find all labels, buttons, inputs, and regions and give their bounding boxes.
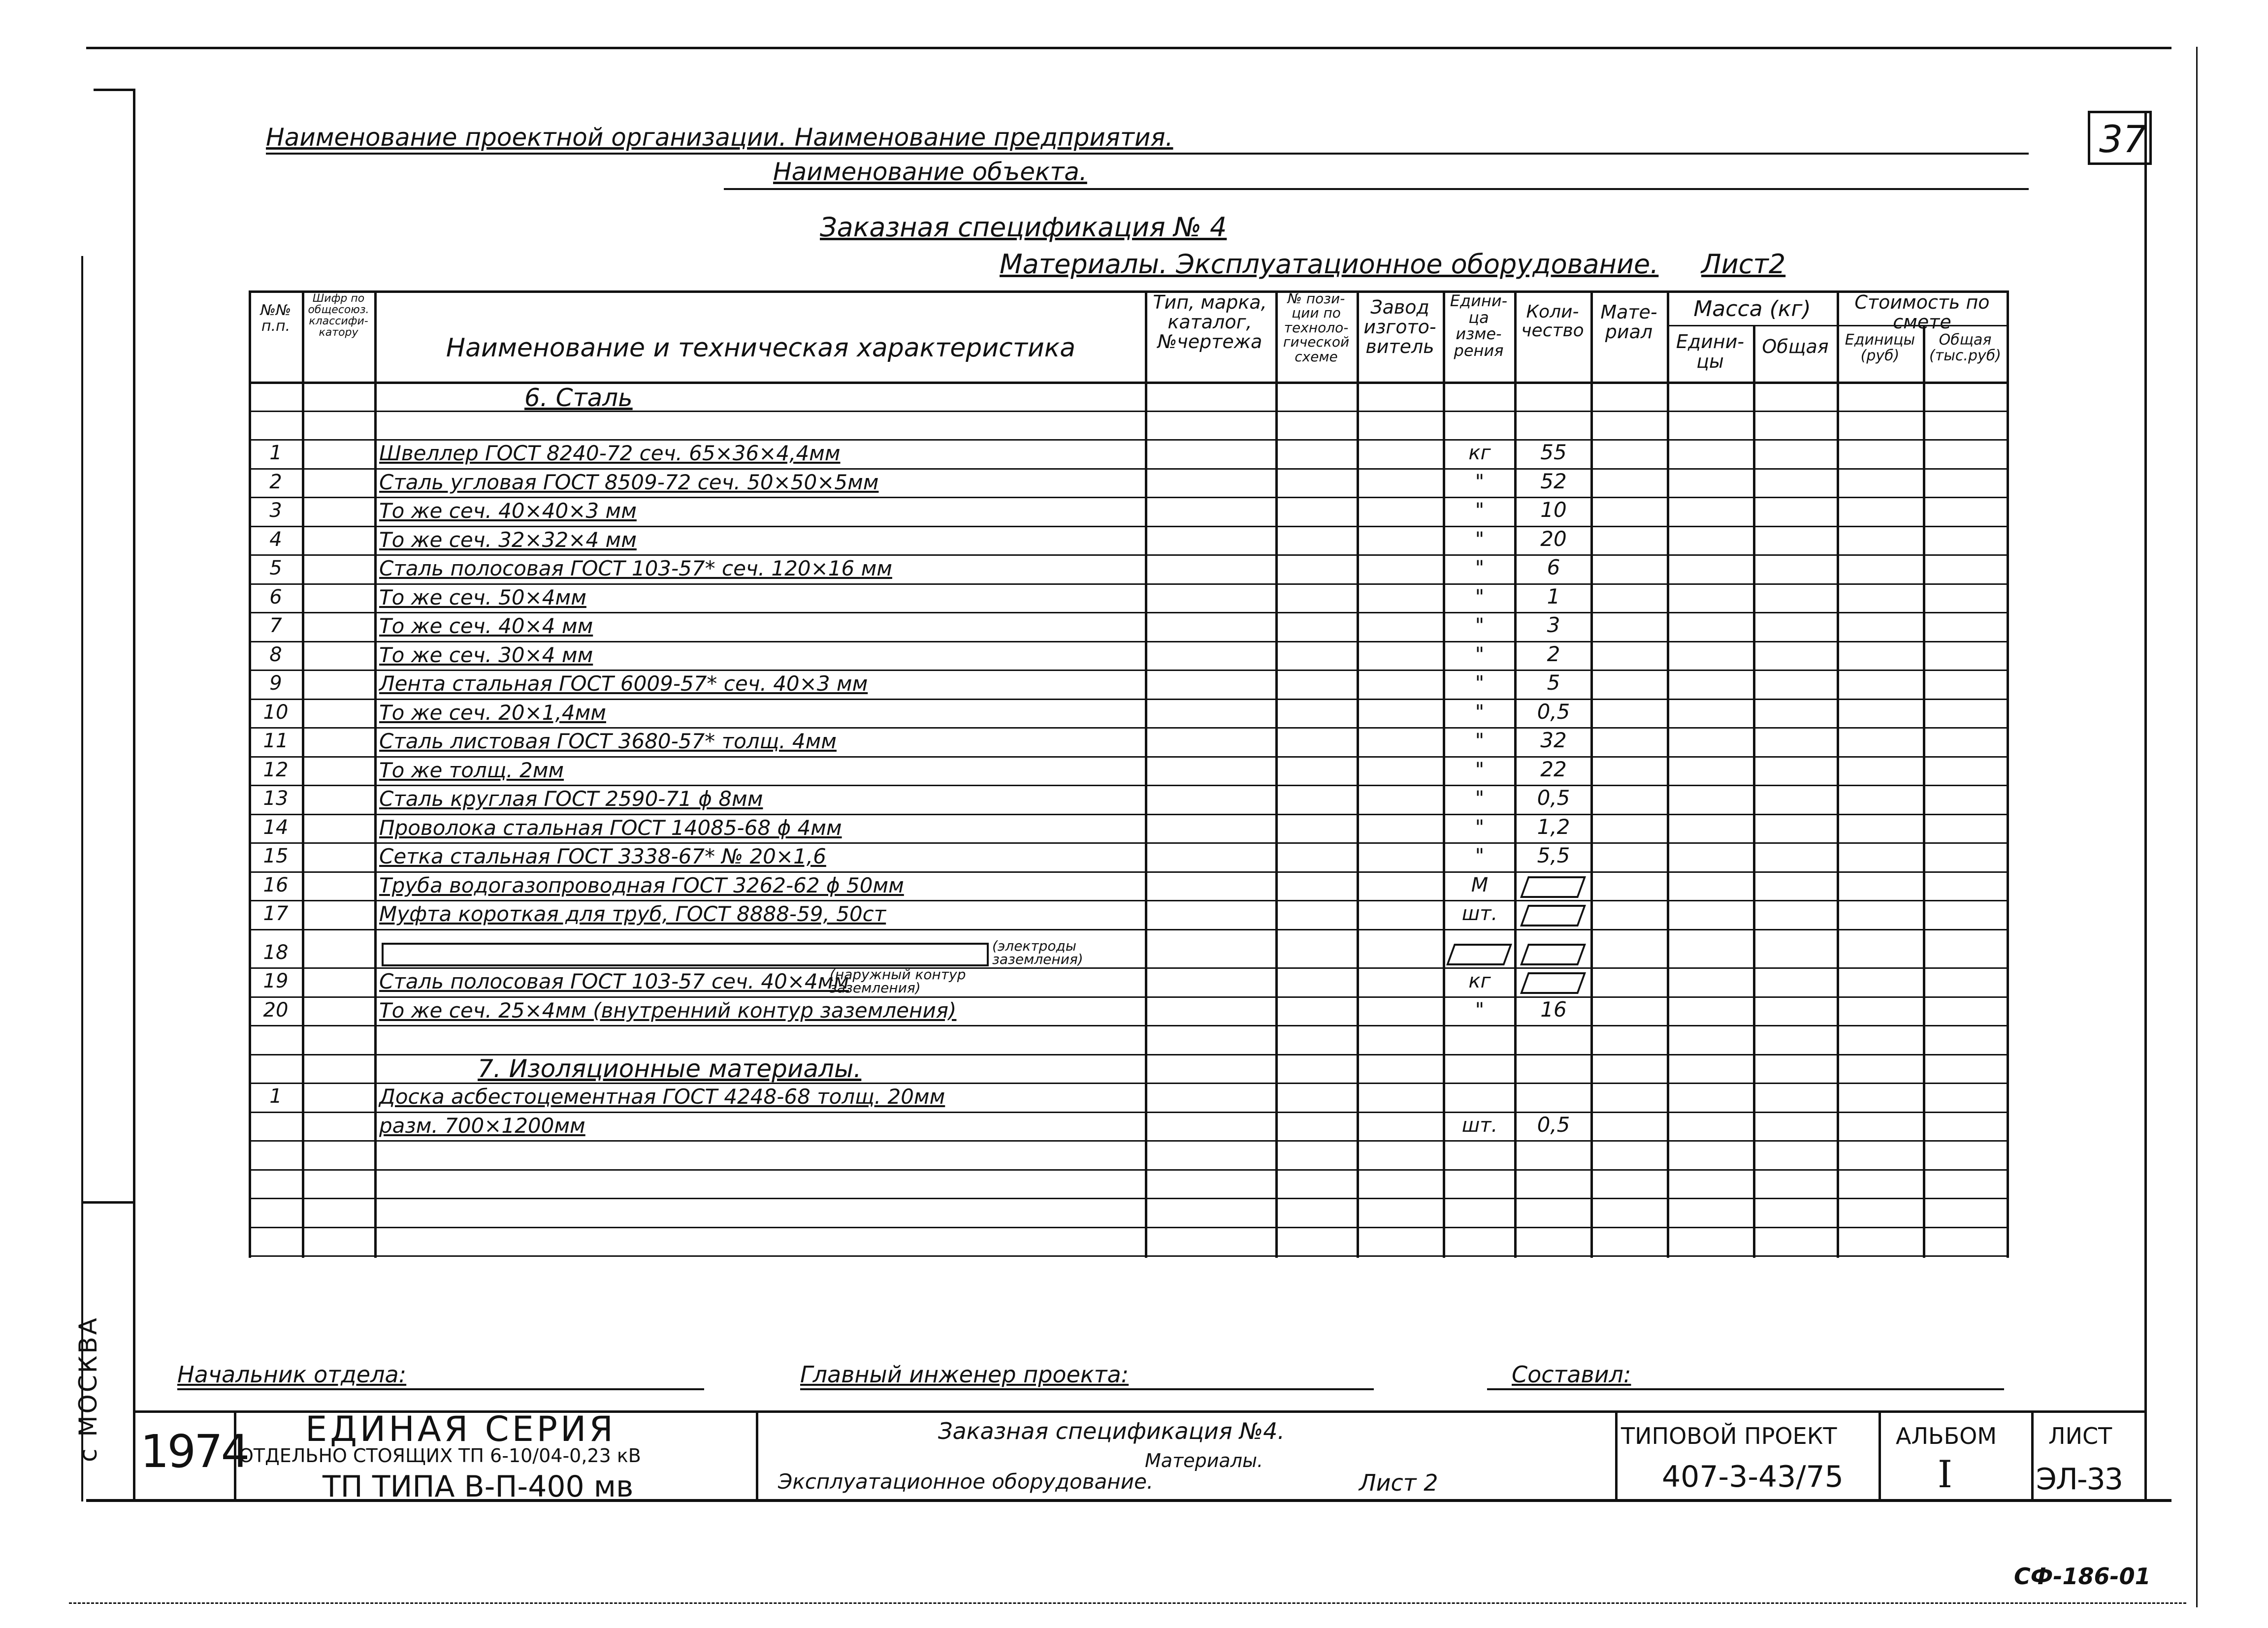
row-name: То же сеч. 40×40×3 мм <box>379 499 637 523</box>
row-number: 14 <box>263 816 289 839</box>
sig-made-line <box>1487 1388 2004 1390</box>
unit-empty-box <box>1446 944 1512 965</box>
row-number: 11 <box>263 730 289 752</box>
tb-sheet-value: ЭЛ-33 <box>2036 1462 2123 1497</box>
row-number: 15 <box>263 845 289 867</box>
row-name: Проволока стальная ГОСТ 14085-68 ϕ 4мм <box>379 815 842 840</box>
col-cost-total: Общая (тыс.руб) <box>1929 331 2001 364</box>
right-trim <box>2196 47 2198 1607</box>
trim-line <box>69 1602 2186 1604</box>
row-number: 19 <box>263 970 289 993</box>
row-qty: 0,5 <box>1537 1112 1570 1137</box>
top-rule <box>86 47 2171 49</box>
col-pos: № пози- ции по техноло- гической схеме <box>1283 290 1350 365</box>
row-qty: 5 <box>1547 670 1560 695</box>
qty-empty-box <box>1520 876 1586 898</box>
tb-project-value: 407-3-43/75 <box>1662 1460 1844 1494</box>
row-unit: " <box>1475 758 1485 781</box>
spec-subtitle: Материалы. Эксплуатационное оборудование. <box>1000 249 1659 280</box>
section-title: 7. Изоляционные материалы. <box>478 1054 862 1083</box>
page-number-box <box>2088 111 2152 165</box>
row-qty: 2 <box>1547 641 1560 666</box>
row-unit: кг <box>1468 442 1491 464</box>
col-plant: Завод изгото- витель <box>1363 296 1436 357</box>
tb-album-value: I <box>1938 1452 1953 1496</box>
row-number: 13 <box>263 787 289 810</box>
row-number: 5 <box>269 557 282 579</box>
col-cost-unit: Единицы (руб) <box>1845 331 1915 364</box>
row-name: То же сеч. 50×4мм <box>379 585 586 609</box>
row-unit: кг <box>1468 970 1491 993</box>
row-name: Сталь полосовая ГОСТ 103-57* сеч. 120×16 мм <box>379 556 892 580</box>
row-name: То же сеч. 20×1,4мм <box>379 700 606 725</box>
row-number: 1 <box>269 1085 282 1108</box>
row-name: Муфта короткая для труб, ГОСТ 8888-59, 50ст <box>379 902 886 926</box>
row-note: (электроды заземления) <box>992 937 1083 967</box>
row-qty: 3 <box>1547 613 1560 637</box>
row-name: Труба водогазопроводная ГОСТ 3262-62 ϕ 50мм <box>379 873 904 897</box>
sig-made: Составил: <box>1512 1361 1631 1388</box>
row-number: 8 <box>269 643 282 666</box>
row-unit: " <box>1475 557 1485 579</box>
tb-project-label: ТИПОВОЙ ПРОЕКТ <box>1621 1423 1837 1449</box>
row-qty: 22 <box>1540 757 1567 781</box>
org-header: Наименование проектной организации. Наименование предприятия. <box>266 123 1173 152</box>
side-column-line <box>81 256 83 1501</box>
spec-sheet: Лист2 <box>1701 249 1786 280</box>
row-qty: 6 <box>1547 555 1560 579</box>
tb-year: 1974 <box>140 1425 248 1478</box>
row-unit: " <box>1475 643 1485 666</box>
sig-chief: Главный инженер проекта: <box>800 1361 1129 1388</box>
row-qty: 10 <box>1540 498 1567 522</box>
col-type: Тип, марка, каталог, №чертежа <box>1153 291 1267 352</box>
spec-table <box>249 290 2009 1258</box>
row-qty: 1,2 <box>1537 814 1570 839</box>
row-qty: 32 <box>1540 728 1567 752</box>
row-number: 9 <box>269 672 282 695</box>
row-name: То же сеч. 30×4 мм <box>379 642 593 667</box>
sig-head-line <box>177 1388 704 1390</box>
row-qty: 5,5 <box>1537 843 1570 867</box>
col-mass-total: Общая <box>1762 336 1829 357</box>
col-code: Шифр по общесоюз. классифи- катору <box>308 292 369 339</box>
sig-chief-line <box>800 1388 1374 1390</box>
row-unit: " <box>1475 730 1485 752</box>
row-name: Доска асбестоцементная ГОСТ 4248-68 толщ. 20мм <box>379 1085 945 1109</box>
footer-code: СФ-186-01 <box>2014 1563 2151 1590</box>
row-qty: 0,5 <box>1537 786 1570 810</box>
tb-series-line2: ОТДЕЛЬНО СТОЯЩИХ ТП 6-10/04-0,23 кВ <box>239 1445 641 1467</box>
col-cost: Стоимость по смете <box>1854 291 1990 333</box>
col-name: Наименование и техническая характеристика <box>446 333 1076 363</box>
section-title: 6. Сталь <box>524 383 633 412</box>
row-unit: " <box>1475 998 1485 1021</box>
right-frame <box>2144 113 2147 1499</box>
header-rule-2 <box>724 188 2029 190</box>
row-number: 4 <box>269 528 282 551</box>
col-unit: Едини- ца изме- рения <box>1450 291 1508 360</box>
row-unit: " <box>1475 614 1485 637</box>
row-name: разм. 700×1200мм <box>379 1113 585 1138</box>
row-name: Лента стальная ГОСТ 6009-57* сеч. 40×3 мм <box>379 671 868 696</box>
row-qty: 20 <box>1540 526 1567 551</box>
row-name: Сталь круглая ГОСТ 2590-71 ϕ 8мм <box>379 787 763 811</box>
row-note: (наружный контур заземления) <box>830 966 966 996</box>
row-name: То же толщ. 2мм <box>379 758 564 782</box>
row-unit: " <box>1475 672 1485 695</box>
row-unit: " <box>1475 701 1485 724</box>
row-unit: " <box>1475 470 1485 493</box>
row-unit: " <box>1475 528 1485 551</box>
row-number: 2 <box>269 470 282 493</box>
row-number: 6 <box>269 585 282 608</box>
row-name: То же сеч. 25×4мм (внутренний контур заземления) <box>379 998 957 1022</box>
row-unit: " <box>1475 585 1485 608</box>
col-mass: Масса (кг) <box>1693 296 1811 321</box>
row-number: 10 <box>263 701 289 724</box>
row-qty: 16 <box>1540 997 1567 1021</box>
side-column-divider <box>81 1201 133 1204</box>
row-unit: " <box>1475 845 1485 867</box>
col-qty: Коли- чество <box>1521 302 1584 341</box>
qty-empty-box <box>1520 905 1586 926</box>
row-name: Швеллер ГОСТ 8240-72 сеч. 65×36×4,4мм <box>379 441 841 465</box>
side-stamp: с МОСКВА <box>74 1316 102 1462</box>
tb-desc2: Материалы. <box>1145 1450 1264 1471</box>
col-mass-unit: Едини- цы <box>1676 331 1745 372</box>
qty-empty-box <box>1520 944 1586 965</box>
row-number: 1 <box>269 442 282 464</box>
row-name: Сталь листовая ГОСТ 3680-57* толщ. 4мм <box>379 729 837 753</box>
row-number: 3 <box>269 499 282 522</box>
row-number: 16 <box>263 873 289 896</box>
row-number: 18 <box>263 941 289 964</box>
row-qty: 0,5 <box>1537 699 1570 724</box>
tb-series-title: ЕДИНАЯ СЕРИЯ <box>305 1409 616 1449</box>
qty-empty-box <box>1520 972 1586 994</box>
left-frame <box>133 89 135 1499</box>
row-unit: М <box>1471 873 1489 896</box>
row-number: 7 <box>269 614 282 637</box>
row-name: Сталь угловая ГОСТ 8509-72 сеч. 50×50×5мм <box>379 470 879 494</box>
tb-desc-sheet: Лист 2 <box>1359 1469 1438 1496</box>
row-name: Сетка стальная ГОСТ 3338-67* № 20×1,6 <box>379 844 826 868</box>
tb-sheet-label: ЛИСТ <box>2048 1423 2112 1449</box>
left-stub <box>94 89 135 91</box>
row-unit: шт. <box>1461 902 1498 925</box>
row-number: 20 <box>263 998 289 1021</box>
row-qty: 55 <box>1540 440 1567 464</box>
row-number: 12 <box>263 758 289 781</box>
row-unit: " <box>1475 787 1485 810</box>
tb-desc1: Заказная спецификация №4. <box>938 1418 1285 1444</box>
col-material: Мате- риал <box>1600 301 1657 343</box>
row-name: То же сеч. 32×32×4 мм <box>379 527 637 552</box>
tb-album-label: АЛЬБОМ <box>1896 1423 1997 1449</box>
row-unit: " <box>1475 499 1485 522</box>
header-rule-1 <box>266 153 2029 155</box>
row-name: Сталь полосовая ГОСТ 103-57 сеч. 40×4мм <box>379 969 849 994</box>
row-number: 17 <box>263 902 289 925</box>
object-header: Наименование объекта. <box>773 158 1087 186</box>
row-name: То же сеч. 40×4 мм <box>379 614 593 638</box>
sig-head: Начальник отдела: <box>177 1361 407 1388</box>
page-number: 37 <box>2099 117 2147 161</box>
spec-title: Заказная спецификация № 4 <box>820 212 1227 243</box>
tb-series-line3: ТП ТИПА В-П-400 мв <box>323 1469 634 1504</box>
row-qty: 1 <box>1547 584 1560 608</box>
row-unit: " <box>1475 816 1485 839</box>
blank-entry-box <box>382 943 989 966</box>
row-unit: шт. <box>1461 1114 1498 1137</box>
col-num: №№ п.п. <box>260 302 292 335</box>
tb-desc3: Эксплуатационное оборудование. <box>778 1469 1154 1494</box>
row-qty: 52 <box>1540 469 1567 493</box>
